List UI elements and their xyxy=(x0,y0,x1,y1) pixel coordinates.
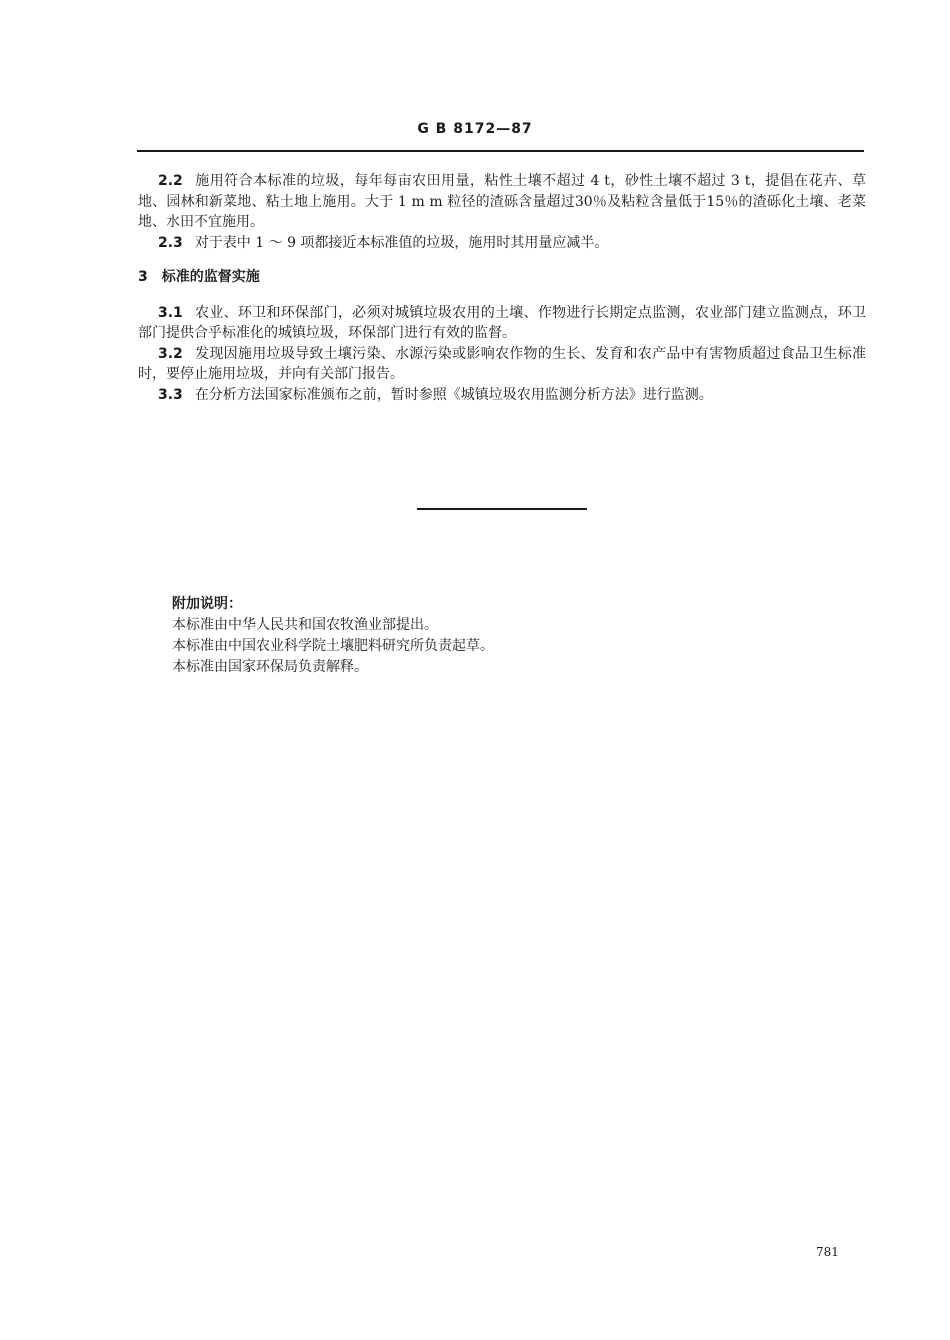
clause-number: 2.2 xyxy=(158,173,183,189)
clause-text: 农业、环卫和环保部门，必须对城镇垃圾农用的土壤、作物进行长期定点监测，农业部门建立监测点，环卫部门提供合乎标准化的城镇垃圾，环保部门进行有效的监督。 xyxy=(138,304,866,341)
additional-notes xyxy=(172,594,494,678)
clause-text: 对于表中 1 ～ 9 项都接近本标准值的垃圾，施用时其用量应减半。 xyxy=(194,234,609,251)
clause-number: 3.2 xyxy=(158,345,183,362)
clause-3-2 xyxy=(138,344,866,385)
notes-line: 本标准由中国农业科学院土壤肥料研究所负责起草。 xyxy=(172,638,494,654)
section-title: 标准的监督实施 xyxy=(161,269,260,285)
clause-number: 3.1 xyxy=(158,304,183,321)
section-number: 3 xyxy=(138,269,148,285)
end-of-text-rule xyxy=(417,508,587,510)
standard-code-header: G B 8172—87 xyxy=(417,121,533,137)
notes-title: 附加说明： xyxy=(172,596,242,612)
header-divider xyxy=(137,150,864,152)
clause-2-3 xyxy=(138,233,866,254)
section-3-heading xyxy=(138,267,866,288)
notes-line: 本标准由中华人民共和国农牧渔业部提出。 xyxy=(172,617,438,633)
clause-number: 2.3 xyxy=(158,234,183,251)
clause-3-1 xyxy=(138,303,866,344)
notes-line: 本标准由国家环保局负责解释。 xyxy=(172,659,368,675)
clause-text: 发现因施用垃圾导致土壤污染、水源污染或影响农作物的生长、发育和农产品中有害物质超过食品卫生标准时，要停止施用垃圾，并向有关部门报告。 xyxy=(138,345,866,382)
clause-text: 施用符合本标准的垃圾，每年每亩农田用量，粘性土壤不超过 4 t，砂性土壤不超过 3 t，提倡在花卉、草地、园林和新菜地、粘土地上施用。大于 1 m m 粒径的渣砾含量超过30％及粘粒含量低于15％的渣砾化土壤、老菜地、水田不宜施用。 xyxy=(138,173,866,230)
clause-text: 在分析方法国家标准颁布之前，暂时参照《城镇垃圾农用监测分析方法》进行监测。 xyxy=(194,386,713,403)
clause-number: 3.3 xyxy=(158,386,183,403)
page-number: 781 xyxy=(816,1245,839,1259)
clause-2-2 xyxy=(138,171,866,233)
document-body xyxy=(138,171,866,405)
clause-3-3 xyxy=(138,385,866,406)
